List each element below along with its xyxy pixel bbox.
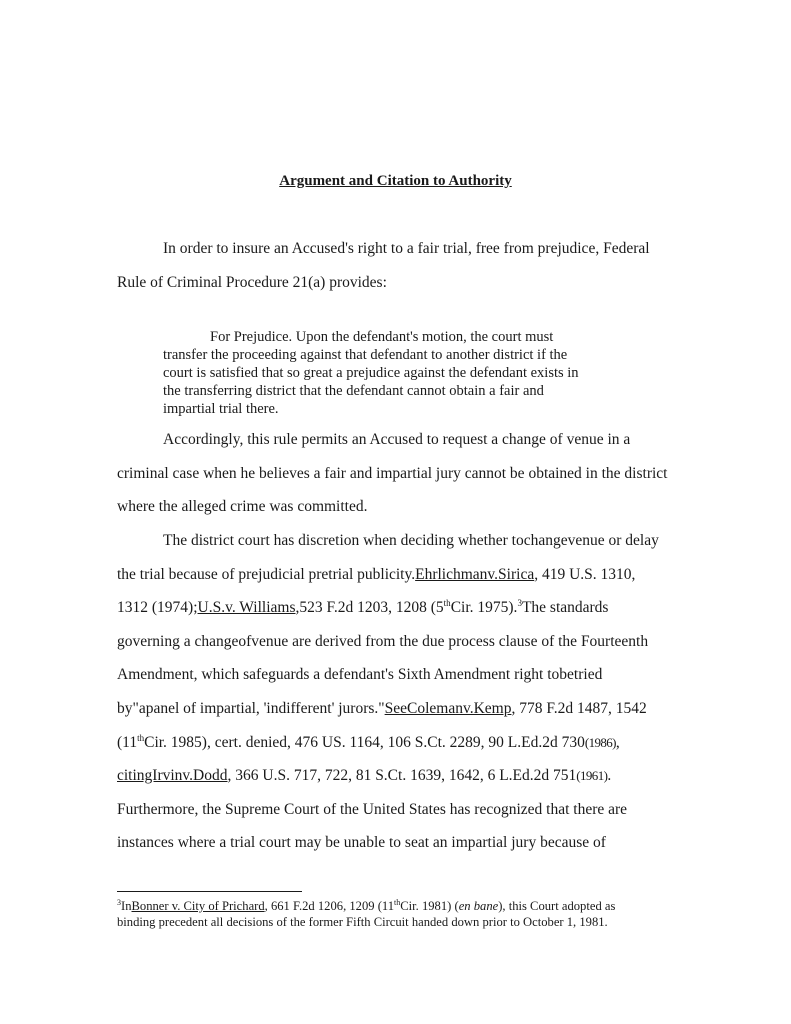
footnote-line: binding precedent all decisions of the former Fifth Circuit handed down prior to October 1, 1981. [117, 915, 608, 929]
text-run: the trial because of prejudicial pretrial publicity. [117, 566, 416, 583]
paragraph-line: where the alleged crime was committed. [117, 498, 368, 515]
paragraph-line [117, 734, 620, 752]
text-run: , 778 F.2d 1487, 1542 [511, 700, 647, 717]
block-quote-line: court is satisfied that so great a prejudice against the defendant exists in [163, 365, 579, 381]
paragraph-line [117, 700, 647, 718]
text-run: In [121, 899, 132, 913]
text-run: Cir. 1981) ( [400, 899, 459, 913]
text-run: Cir. 1975). [450, 599, 518, 616]
text-run: (11 [117, 734, 138, 751]
text-run: , 366 U.S. 717, 722, 81 S.Ct. 1639, 1642, 6 L.Ed.2d 751 [227, 767, 577, 784]
paragraph-line [117, 599, 608, 617]
text-run: , 661 F.2d 1206, 1209 (11 [264, 899, 395, 913]
paragraph-line: criminal case when he believes a fair and impartial jury cannot be obtained in the district [117, 465, 668, 482]
block-quote-line: For Prejudice. Upon the defendant's motion, the court must [210, 329, 554, 345]
paragraph-line: The district court has discretion when deciding whether tochangevenue or delay [163, 532, 659, 549]
text-run: ,523 F.2d 1203, 1208 (5 [295, 599, 444, 616]
ordinal-superscript: th [137, 732, 145, 743]
footnote-number: 3 [117, 897, 121, 907]
block-quote-line: transfer the proceeding against that defendant to another district if the [163, 347, 568, 363]
paragraph-line: governing a changeofvenue are derived from the due process clause of the Fourteenth [117, 633, 649, 650]
case-citation: SeeColemanv.Kemp [384, 700, 512, 717]
text-run: ), this Court adopted as [498, 899, 616, 913]
text-run: The standards [521, 599, 609, 616]
text-run: (1986) [584, 735, 616, 750]
section-heading: Argument and Citation to Authority [279, 173, 512, 189]
case-citation: citingIrvinv.Dodd [117, 767, 228, 784]
block-quote-line: the transferring district that the defendant cannot obtain a fair and [163, 383, 544, 399]
paragraph-line: instances where a trial court may be unable to seat an impartial jury because of [117, 834, 606, 851]
block-quote-line: impartial trial there. [163, 401, 279, 417]
text-run: Cir. 1985), cert. denied, 476 US. 1164, 106 S.Ct. 2289, 90 L.Ed.2d 730 [144, 734, 585, 751]
text-run: en bane [458, 899, 499, 913]
paragraph-line: Accordingly, this rule permits an Accused to request a change of venue in a [163, 431, 631, 448]
paragraph-line [117, 767, 611, 785]
paragraph-line: Furthermore, the Supreme Court of the United States has recognized that there are [117, 801, 628, 818]
text-run: . [607, 767, 612, 784]
text-run: , 419 U.S. 1310, [534, 566, 636, 583]
ordinal-superscript: th [394, 897, 401, 907]
text-run: 1312 (1974); [117, 599, 198, 616]
case-citation: Bonner v. City of Prichard [131, 899, 265, 913]
paragraph-line: Amendment, which safeguards a defendant's Sixth Amendment right tobetried [117, 666, 603, 683]
paragraph-line [117, 566, 635, 584]
text-run: (1961) [576, 768, 608, 783]
footnote-line [117, 899, 615, 914]
case-citation: Ehrlichmanv.Sirica [415, 566, 535, 583]
footnote-reference: 3 [517, 597, 522, 608]
footnote-separator [117, 891, 302, 892]
ordinal-superscript: th [443, 597, 451, 608]
case-citation: U.S.v. Williams [197, 599, 296, 616]
paragraph-line: Rule of Criminal Procedure 21(a) provides: [117, 274, 387, 291]
text-run: by"apanel of impartial, 'indifferent' jurors." [117, 700, 385, 717]
text-run: , [615, 734, 620, 751]
paragraph-line: In order to insure an Accused's right to a fair trial, free from prejudice, Federal [163, 240, 650, 257]
